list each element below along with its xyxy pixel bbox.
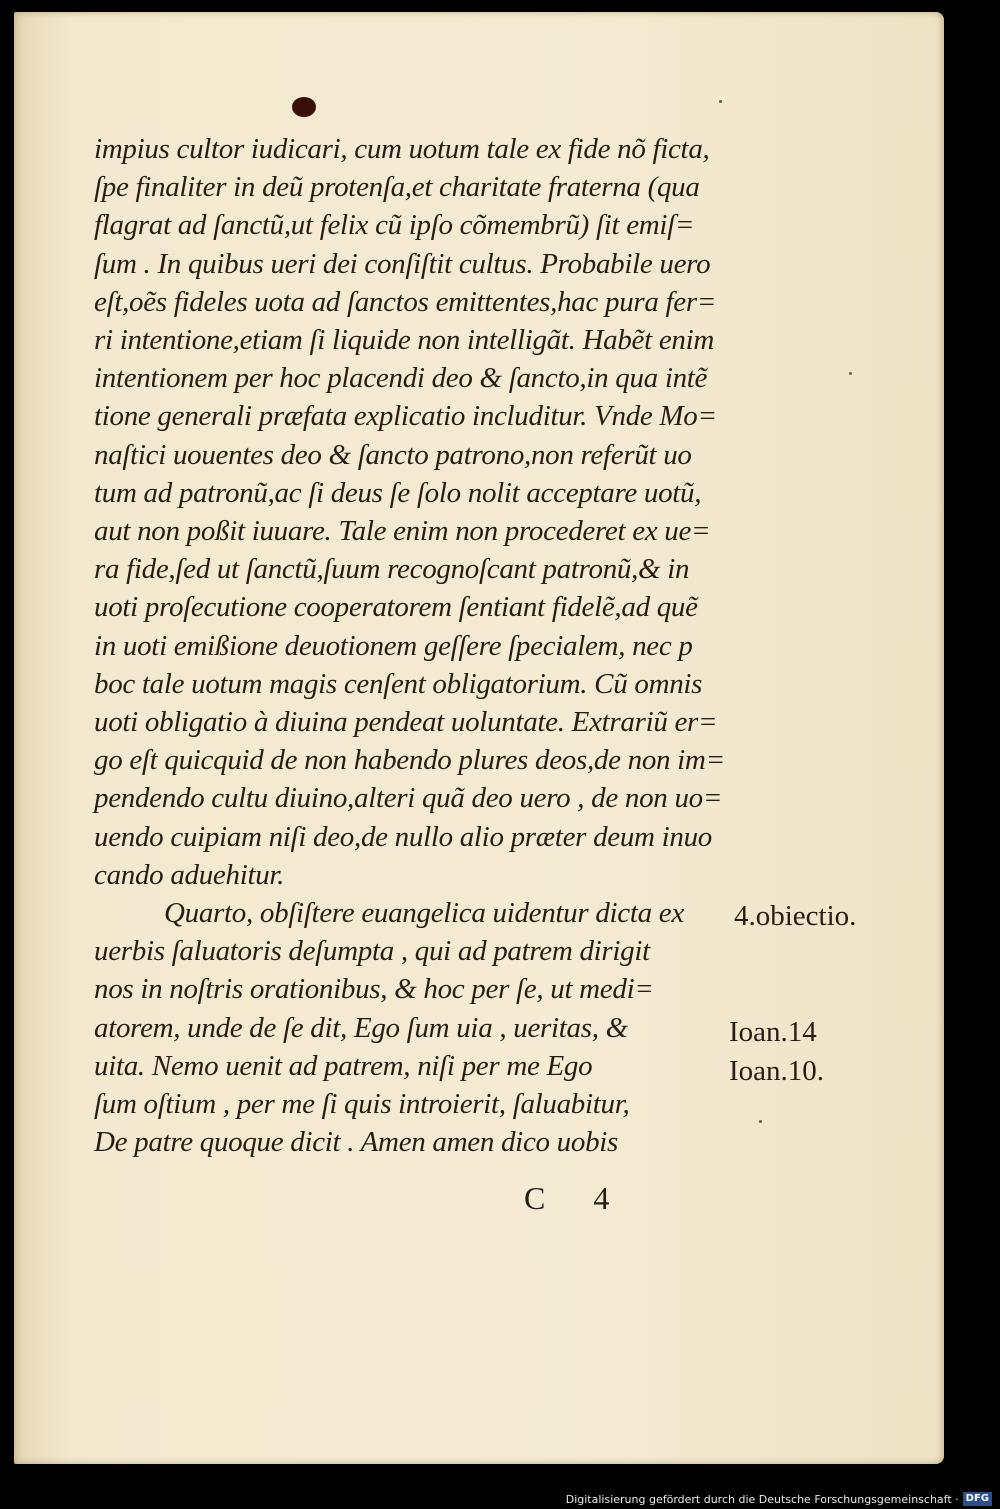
signature-mark xyxy=(524,1180,609,1217)
book-page xyxy=(14,12,944,1464)
text-line: De patre quoque dicit . Amen amen dico uobis xyxy=(94,1126,619,1159)
paper-speck xyxy=(719,100,722,103)
text-line: ra fide,ſed ut ſanctũ,ſuum recognoſcant patronũ,& in xyxy=(94,553,690,586)
digitization-footer xyxy=(566,1492,992,1506)
text-line: impius cultor iudicari, cum uotum tale ex fide nõ ficta, xyxy=(94,133,710,165)
text-line: uoti obligatio à diuina pendeat uoluntate. Extrariũ er= xyxy=(94,706,718,739)
ink-blot xyxy=(292,97,316,117)
text-line: aut non poßit iuuare. Tale enim non procederet ex ue= xyxy=(94,515,711,548)
signature-letter: C xyxy=(524,1180,546,1216)
text-line: tione generali præfata explicatio includitur. Vnde Mo= xyxy=(94,400,717,433)
text-line: nos in noſtris orationibus, & hoc per ſe, ut medi= xyxy=(94,973,654,1006)
text-line: ſpe finaliter in deũ protenſa,et charitate fraterna (qua xyxy=(94,171,700,204)
margin-note-ref1: Ioan.14 xyxy=(729,1016,817,1048)
paper-speck xyxy=(849,372,852,375)
text-line: uoti proſecutione cooperatorem ſentiant fidelẽ,ad quẽ xyxy=(94,591,698,624)
signature-number: 4 xyxy=(593,1180,610,1216)
text-line: flagrat ad ſanctũ,ut felix cũ ipſo cõmembrũ) ſit emiſ= xyxy=(94,209,695,242)
text-line: uendo cuipiam niſi deo,de nullo alio præter deum inuo xyxy=(94,820,713,853)
footer-text: Digitalisierung gefördert durch die Deutsche Forschungsgemeinschaft · xyxy=(565,1492,959,1506)
text-line: intentionem per hoc placendi deo & ſancto,in qua intẽ xyxy=(94,362,708,395)
body-text xyxy=(94,130,744,1161)
margin-note-objection: 4.obiectio. xyxy=(734,900,857,932)
text-line: naſtici uouentes deo & ſancto patrono,non referũt uo xyxy=(94,438,692,471)
text-line: uerbis ſaluatoris deſumpta , qui ad patrem dirigit xyxy=(94,935,650,968)
dfg-logo-icon: DFG xyxy=(963,1492,992,1506)
text-line: boc tale uotum magis cenſent obligatorium. Cũ omnis xyxy=(94,667,703,700)
margin-note-ref2: Ioan.10. xyxy=(729,1055,825,1087)
paper-speck xyxy=(759,1120,762,1123)
text-line: ſum oſtium , per me ſi quis introierit, ſaluabitur, xyxy=(94,1088,630,1121)
text-line: in uoti emißione deuotionem geſſere ſpecialem, nec p xyxy=(94,629,693,662)
text-line: ſum . In quibus ueri dei conſiſtit cultus. Probabile uero xyxy=(94,247,711,280)
text-line: atorem, unde de ſe dit, Ego ſum uia , ueritas, & xyxy=(94,1011,628,1044)
text-line: eſt,oẽs fideles uota ad ſanctos emittentes,hac pura fer= xyxy=(94,285,717,318)
text-line: ri intentione,etiam ſi liquide non intelligãt. Habẽt enim xyxy=(94,324,715,357)
text-line: pendendo cultu diuino,alteri quã deo uero , de non uo= xyxy=(94,782,723,815)
text-line: tum ad patronũ,ac ſi deus ſe ſolo nolit acceptare uotũ, xyxy=(94,476,702,509)
text-line: cando aduehitur. xyxy=(94,858,285,891)
text-line: uita. Nemo uenit ad patrem, niſi per me Ego xyxy=(94,1049,593,1082)
text-line: go eſt quicquid de non habendo plures deos,de non im= xyxy=(94,744,725,777)
text-line: Quarto, obſiſtere euangelica uidentur dicta ex xyxy=(164,897,684,930)
